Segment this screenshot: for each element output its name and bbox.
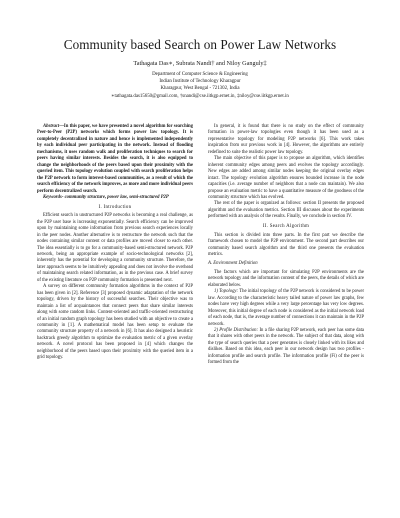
affiliation-line: Kharagpur, West Bengal - 721302, India bbox=[160, 86, 240, 92]
email-line: ∗tathagata.das15650@gmail.com, †snandi@cse.iitkgp.ernet.in, ‡niloy@cse.iitkgp.ernet.in bbox=[111, 93, 289, 99]
affiliation-line: Indian Institute of Technology Kharagpur bbox=[159, 79, 241, 85]
authors-line: Tathagata Das∗, Subrata Nandi† and Niloy Ganguly‡ bbox=[133, 60, 267, 67]
keywords-text: - community structure, power law, semi-structured P2P bbox=[61, 194, 169, 200]
author-list bbox=[0, 60, 400, 68]
paragraph: In general, it is found that there is no study on the effect of community formation in power-law topologies even though it has been used as a representative topology for modeling P2P networks [6]. This work takes inspiration from our previous work in [4]. However, the algorithms are entirely redefined to suite the realistic power law topology. bbox=[208, 124, 364, 155]
paragraph: Efficient search in unstructured P2P networks is becoming a real challenge, as the P2P user base is increasing exponentially. Search efficiency can be improved upon by maintaining some information from previous search experiences locally in the peer nodes. Another alternative is to restructure the network such that the nodes containing similar content or data profiles are moved closer to each other. The idea essentially is to go for a community-based semi-structured network. P2P network, being an appropriate example of socio-technological networks [2], inherently has the potential for developing a community structure. Therefore, the later approach seems to be intuitively appealing and does not involve the overhead of maintaining search related information, as in the previous case. A brief survey of the existing literature on P2P community formation is presented next. bbox=[37, 213, 193, 283]
paragraph: This section is divided into three parts. In the first part we describe the framework chosen to model the P2P environment. The second part describes our community based search algorithm and the third one presents the evaluation metrics. bbox=[208, 232, 364, 257]
section-heading-introduction: I. Introduction bbox=[98, 204, 132, 210]
section-heading-search-algorithm: II. Search Algorithm bbox=[262, 223, 310, 229]
affiliation-line: Department of Computer Science & Engineering bbox=[152, 72, 248, 77]
paper-title: Community based Search on Power Law Networks bbox=[63, 37, 337, 52]
paragraph: A survey on different community formation algorithms in the context of P2P has been given in [2]. Reference [3] proposed dynamic adaptation of the network topology, driven by the history of successful searches. Their objective was to maintain a list of acquaintances that connect peers that share similar interests along with some random links. Content-oriented and traffic-oriented restructuring of an initial random graph topology has been studied with an objective to create a community in [1]. A mathematical model has been setup to evaluate the community structure property of a network in [6]. It has also designed a heuristic backtrack greedy algorithm to optimize the evaluation metric of a given overlay network. A novel protocol has been proposed in [4] which changes the neighborhood of the peers based upon their proximity with the queried item in a grid topology. bbox=[37, 284, 193, 361]
subsection-heading-environment: A. Environment Definition bbox=[208, 261, 258, 267]
topology-text: The initial topology of the P2P network is considered to be power law. According to the characteristic heavy tailed nature of power law graphs, few nodes have very high degrees while a very large percentage has very low degrees. Moreover, this initial degree of each node is considered as the initial network load of each node, that is, the average number of connections it can maintain in the P2P network. bbox=[208, 289, 365, 327]
left-column bbox=[37, 124, 193, 362]
abstract bbox=[37, 124, 193, 195]
affiliation-block bbox=[0, 71, 400, 100]
abstract-text: —In this paper, we have presented a novel algorithm for searching Peer-to-Peer (P2P) networks which forms power law topology. It is completely decentralized in nature and hence is implemented independently by each individual peer participating in the network. Instead of flooding mechanisms, it uses random walk and proliferation techniques to search for peers having similar interests. Besides the search, it is also equipped to change the neighborhoods of the peers based upon their proximity with the queried item. This topology evolution coupled with search proliferation helps the P2P network to form interest-based communities, as a result of which the search efficiency of the network improves, as more and more individual peers perform decentralized search. bbox=[37, 124, 193, 194]
paragraph-topology bbox=[208, 289, 364, 328]
paragraph: The rest of the paper is organized as follows: section II presents the proposed algorithm and the evaluation metrics. Section III discusses about the experiments performed with an analysis of the results. Finally, we conclude in section IV. bbox=[208, 201, 364, 220]
keywords bbox=[37, 195, 193, 201]
paragraph: The factors which are important for simulating P2P environments are the network topology and the information content of the peers, the details of which are elaborated below. bbox=[208, 269, 364, 288]
keywords-label: Keywords bbox=[43, 194, 62, 200]
paragraph: The main objective of this paper is to propose an algorithm, which identifies inherent community edges among peers and evolves the topology accordingly. New edges are added among similar nodes keeping the original overlay edges intact. The topology evolution algorithm ensures bounded increase in the node capacities (i.e. average number of neighbors that a node can maintain). We also propose an evaluation metric to have a quantitative measure of the goodness of the community structure which has evolved. bbox=[208, 156, 364, 200]
topology-label: 1) Topology: bbox=[214, 289, 239, 295]
profile-label: 2) Profile Distribution: bbox=[214, 327, 259, 333]
paragraph-profile bbox=[208, 328, 364, 367]
abstract-label: Abstract bbox=[43, 124, 60, 129]
right-column bbox=[208, 124, 364, 367]
profile-text: In a file sharing P2P network, each peer has some data that it shares with other peers in the network. The subject of that data, along with the type of search queries that a peer generates is closely linked with its likes and dislikes. Based on this idea, each peer in our network design has two profiles - information profile and search profile. The information profile (Fi) of the peer is formed from the bbox=[208, 327, 364, 366]
